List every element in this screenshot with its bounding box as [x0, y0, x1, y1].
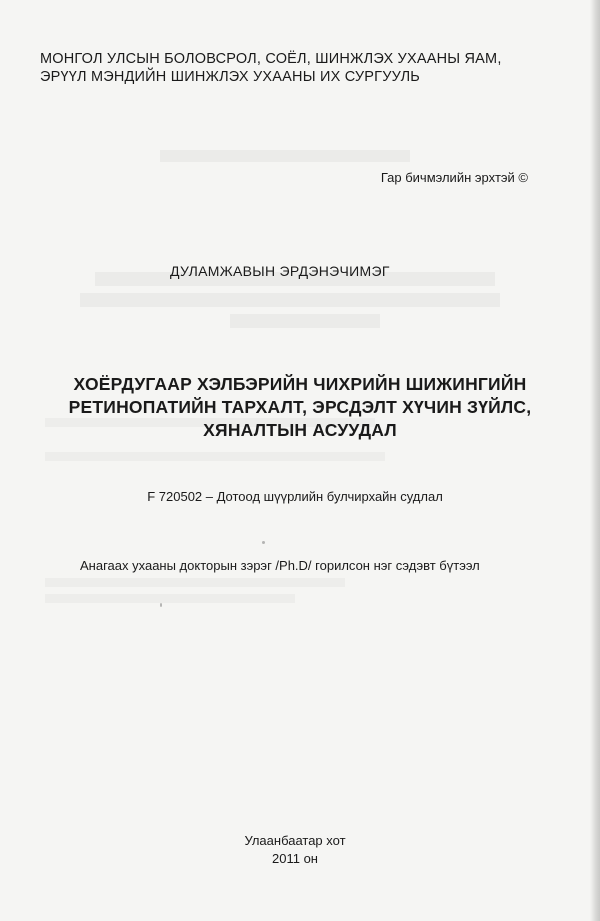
scan-speck: [160, 603, 162, 607]
scan-edge-shadow: [590, 0, 600, 921]
city: Улаанбаатар хот: [244, 833, 346, 848]
bleed-through-mark: [230, 314, 380, 328]
bleed-through-mark: [160, 150, 410, 162]
title-line-2: РЕТИНОПАТИЙН ТАРХАЛТ, ЭРСДЭЛТ ХҮЧИН ЗҮЙЛС,: [68, 397, 532, 417]
title-line-3: ХЯНАЛТЫН АСУУДАЛ: [203, 420, 397, 440]
ministry-line: МОНГОЛ УЛСЫН БОЛОВСРОЛ, СОЁЛ, ШИНЖЛЭХ УХААНЫ ЯАМ,: [40, 51, 502, 67]
scan-speck: [262, 541, 265, 544]
author-name: ДУЛАМЖАВЫН ЭРДЭНЭЧИМЭГ: [170, 263, 390, 279]
institution-header: [40, 50, 550, 86]
bleed-through-mark: [45, 594, 295, 603]
bleed-through-mark: [45, 578, 345, 587]
year: 2011 он: [272, 851, 318, 866]
degree-statement: Анагаах ухааны докторын зэрэг /Ph.D/ горилсон нэг сэдэвт бүтээл: [80, 558, 480, 573]
specialty-code: F 720502 – Дотоод шүүрлийн булчирхайн судлал: [147, 489, 443, 504]
university-line: ЭРҮҮЛ МЭНДИЙН ШИНЖЛЭХ УХААНЫ ИХ СУРГУУЛЬ: [40, 69, 420, 85]
title-line-1: ХОЁРДУГААР ХЭЛБЭРИЙН ЧИХРИЙН ШИЖИНГИЙН: [73, 374, 527, 394]
place-and-year: [190, 832, 400, 868]
bleed-through-mark: [45, 452, 385, 461]
manuscript-rights-note: Гар бичмэлийн эрхтэй ©: [380, 170, 528, 185]
dissertation-title: [40, 373, 560, 442]
bleed-through-mark: [80, 293, 500, 307]
